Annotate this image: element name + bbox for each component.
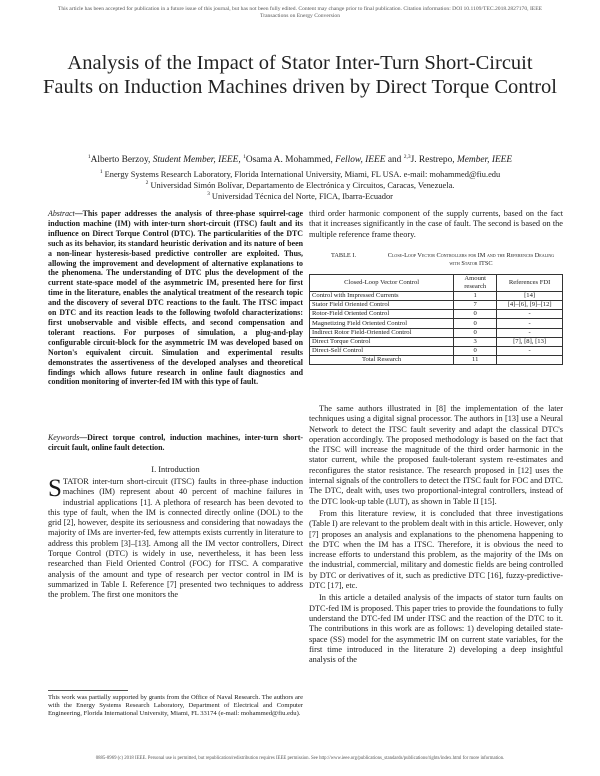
footnote-rule (48, 690, 128, 691)
author-list (20, 154, 580, 165)
header-line-1: This article has been accepted for publication in a future issue of this journal, but has not been fully edited. Content may change prior to final publication. Citation information: DOI 10.1109/TEC.2018.2827170, IEEE (57, 6, 543, 12)
dropcap: S (48, 475, 62, 502)
table-row: Control with Impressed Currents 1 [14] (310, 291, 563, 300)
table-total-row: Total Research 11 (310, 356, 563, 365)
table-header: Closed-Loop Vector Control (310, 275, 454, 292)
author-sup: 1 (243, 154, 246, 160)
table-title: Close-Loop Vector Controllers for IM and the References Dealing with Stator ITSC (387, 252, 555, 267)
paper-title: Analysis of the Impact of Stator Inter-Turn Short-Circuit Faults on Induction Machines driven by Direct Torque Control (42, 52, 557, 98)
table-row: Rotor-Field Oriented Control 0 - (310, 310, 563, 319)
table-header: Amount research (454, 275, 497, 292)
keywords-text: —Direct torque control, induction machines, inter-turn short-circuit fault, online fault detection. (48, 433, 303, 452)
table-row: Direct Torque Control 3 [7], [8], [13] (310, 337, 563, 346)
table-row: Indirect Rotor Field-Oriented Control 0 - (310, 328, 563, 337)
introduction-text (48, 477, 303, 601)
author-sup: 1 (87, 154, 91, 160)
author-role: Member, IEEE (456, 155, 513, 166)
table-label: TABLE I. (331, 252, 357, 259)
affiliation: $^3$ Universidad Técnica del Norte, FICA, Ibarra-Ecuador (207, 191, 393, 201)
author-sup: 2,3 (403, 154, 411, 160)
author-conjunction: and (385, 155, 404, 166)
abstract (48, 209, 303, 387)
affiliation: $^2$ Universidad Simón Bolívar, Departamento de Electrónica y Circuitos, Caracas, Venezuela. (145, 180, 455, 190)
body-paragraph: The same authors illustrated in [8] the implementation of the later techniques using a digital signal processor. The authors in [13] use a Neural Network to detect the ITSC fault severity and adapt the classical DTC's operation accordingly. The proposed methodology is based on the fact that the ITSC will increase the magnitude of the third order harmonic in the stator current, while the proposed fault-tolerant system re-estimates and reconfigures the stator resistance. The research proposed in [12] uses the internal signals of the controllers to detect the ITSC fault for FOC and DTC. The DTC, dealt with, uses two proportional-integral controllers, instead of the DTC look-up table (LUT), as shown in Table II [15]. (309, 404, 563, 506)
table-row: Direct-Self Control 0 - (310, 346, 563, 355)
footnote: This work was partially supported by grants from the Office of Naval Research. The authors are with the Energy Systems Research Laboratory, Department of Electrical and Computer Engineering, Florida International University, Miami, FL 33174 (e-mail: mohammed@fiu.edu). (48, 694, 303, 717)
table-row: Stator Field Oriented Control 7 [4]–[6], [9]–[12] (310, 300, 563, 309)
keywords (48, 433, 303, 453)
table-header: References FDI (497, 275, 563, 292)
author-name: J. Restrepo, (410, 155, 457, 166)
header-line-2: Transactions on Energy Conversion (259, 13, 341, 19)
table-header-row (310, 275, 563, 292)
right-column-intro: third order harmonic component of the supply currents, based on the fact that it increases significantly in the case of fault. The second is based on the multiple reference frame theory. (309, 209, 563, 239)
body-paragraph: In this article a detailed analysis of the impacts of stator turn faults on DTC-fed IM is proposed. This paper tries to provide the foundations to fully understand the DTC-fed IM under ITSC and the reaction of the DTC to it. The contributions in this work are as follows: 1) developing detailed state-space (SS) model for the asymmetric IM on current state variables, for the first time introduced in the literature 2) developing a deep insightful analysis of the (309, 593, 563, 665)
copyright-footer: 0885-8969 (c) 2018 IEEE. Personal use is permitted, but republication/redistribution requires IEEE permission. See http://www.ieee.org/publications_standards/publications/rights/index.html for more information. (95, 756, 505, 761)
affiliation: $^1$ Energy Systems Research Laboratory, Florida International University, Miami, FL USA. e-mail: mohammed@fiu.edu (99, 169, 501, 179)
abstract-text: —This paper addresses the analysis of three-phase squirrel-cage induction machine (IM) with inter-turn short-circuit (ITSC) fault and its influence on Direct Torque Control (DTC). The particularities of the DTC such as its behavior, its standard heuristic derivation and its nature of been a non-linear hysteresis-based predictive controller are exploited. Thus, allowing the improvement and development of alternative explanations to the phenomena. The understanding of DTC plus the development of the current state-space model of the asymmetric IM, presented here for first time in the literature, enables the analytical treatment of the research topic and the discovery of several DTC reactions to the fault. The ITSC impact on DTC and its reaction leads to the following twofold characterizations: first unobservable and visible effects, and second compensation and tolerant reactions. For purposes of simulation, a plug-and-play configurable circuit-block for the asymmetric IM was developed based on Norton's equivalent circuit. Simulation and experimental results demonstrates the assertiveness of the developed analyses and theoretical findings which allows future research in online fault diagnostics and condition monitoring of inverter-fed IM with this type of fault. (48, 209, 303, 387)
table-row: Magnetizing Field Oriented Control 0 - (310, 319, 563, 328)
table-vector-controllers (309, 274, 563, 365)
right-column-body (309, 404, 563, 667)
intro-paragraph: TATOR inter-turn short-circuit (ITSC) faults in three-phase induction machines (IM) represent about 40 percent of machine failures in industrial applications [1]. A plethora of research has been devoted to this type of fault, when the IM is connected directly online (DOL) to the grid [2], however, despite its seriousness and considering that nowadays the majority of IMs are inverter-fed, few attempts exists currently in literature to address this problem [3]–[13]. Among all the IM vector controllers, Direct Torque Control (DTC) is widely in use, nevertheless, it has been less researched than Field Oriented Control (FOC) for ITSC. A comparative analysis of the amount and type of research per vector control in IM is summarized in Table I. Reference [7] presented two techniques to address the problem. The first one monitors the (48, 477, 303, 600)
section-heading: I. Introduction (151, 465, 200, 474)
author-role: Student Member, IEEE, (152, 155, 244, 166)
author-name: Osama A. Mohammed, (245, 155, 336, 166)
journal-header (10, 6, 590, 20)
author-name: Alberto Berzoy, (90, 155, 153, 166)
author-role: Fellow, IEEE (335, 155, 386, 166)
keywords-label: Keywords (48, 433, 80, 442)
abstract-label: Abstract (48, 209, 75, 218)
body-paragraph: From this literature review, it is concluded that three investigations (Table I) are relevant to the problem dealt with in this article. However, only [7] proposes an analysis and explanations to the phenomena happening to the DTC when the IM has a ITSC. Therefore, it is obvious the need to increase efforts to understand this problem, as the majority of the IMs on the industrial, commercial, military and domestic fields are being controlled by DTC or derivatives of it, such as predictive DTC [16], fuzzy-predictive-DTC [17], etc. (309, 508, 563, 591)
